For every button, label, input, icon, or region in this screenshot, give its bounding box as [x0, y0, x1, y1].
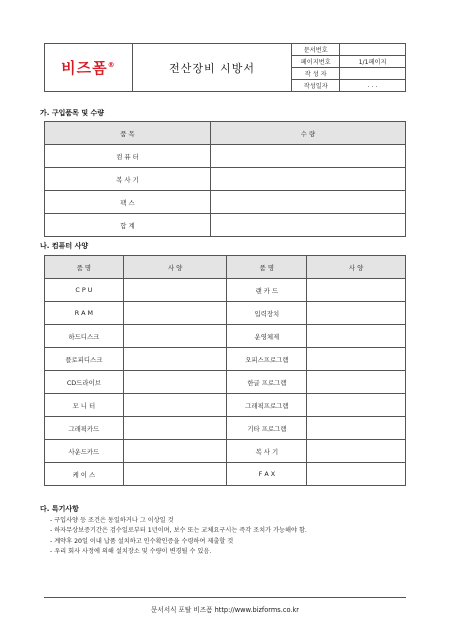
spec-item-name: F A X	[227, 463, 307, 486]
spec-value-cell[interactable]	[123, 348, 227, 371]
spec-value-cell[interactable]	[307, 440, 406, 463]
spec-value-cell[interactable]	[123, 417, 227, 440]
spec-value-cell[interactable]	[123, 394, 227, 417]
left-spec-header: 사 양	[123, 256, 227, 279]
spec-item-name: R A M	[45, 302, 124, 325]
author-label: 작 성 자	[292, 68, 340, 80]
spec-value-cell[interactable]	[307, 325, 406, 348]
spec-value-cell[interactable]	[307, 394, 406, 417]
date-value[interactable]: . . .	[340, 80, 406, 92]
table-row	[45, 417, 406, 440]
spec-value-cell[interactable]	[307, 417, 406, 440]
spec-value-cell[interactable]	[307, 463, 406, 486]
spec-item-name: 한글 프로그램	[227, 371, 307, 394]
item-name: 팩 스	[45, 191, 211, 214]
spec-item-name: 플로피디스크	[45, 348, 124, 371]
list-item: - 하자무상보증기간은 검수일로부터 1년이며, 보수 또는 교체요구시는 즉각 조치가 가능해야 함.	[50, 527, 307, 535]
list-item: - 구입사양 등 조건은 동일하거나 그 이상일 것	[50, 517, 174, 524]
spec-value-cell[interactable]	[123, 440, 227, 463]
spec-item-name: 기타 프로그램	[227, 417, 307, 440]
quantity-header: 수 량	[211, 122, 406, 145]
spec-value-cell[interactable]	[123, 302, 227, 325]
special-notes-list	[50, 516, 420, 557]
quantity-cell[interactable]	[211, 214, 406, 237]
footer-divider	[44, 597, 406, 598]
footer-text: 문서서식 포탈 비즈폼 http://www.bizforms.co.kr	[150, 606, 300, 614]
list-item: - 우리 회사 사정에 의해 설치장소 및 수량이 변경될 수 있음.	[50, 547, 212, 555]
item-name: 복 사 기	[45, 168, 211, 191]
quantity-cell[interactable]	[211, 191, 406, 214]
doc-number-label: 문서번호	[292, 44, 340, 56]
section2-title: 나. 컴퓨터 사양	[40, 242, 89, 250]
purchase-items-table	[44, 121, 406, 237]
spec-item-name: 복 사 기	[227, 440, 307, 463]
spec-value-cell[interactable]	[123, 325, 227, 348]
right-spec-header: 사 양	[307, 256, 406, 279]
item-name: 컴 퓨 터	[45, 145, 211, 168]
spec-value-cell[interactable]	[307, 279, 406, 302]
page-number-value[interactable]: 1/1페이지	[340, 56, 406, 68]
spec-value-cell[interactable]	[307, 371, 406, 394]
date-label: 작성일자	[292, 80, 340, 92]
spec-item-name: 그래픽카드	[45, 417, 124, 440]
table-row	[45, 463, 406, 486]
logo-cell	[45, 44, 133, 92]
spec-item-name: 오피스프로그램	[227, 348, 307, 371]
table-row	[45, 440, 406, 463]
table-row	[45, 394, 406, 417]
table-row	[45, 279, 406, 302]
table-row	[45, 325, 406, 348]
spec-item-name: 케 이 스	[45, 463, 124, 486]
page-number-label: 페이지번호	[292, 56, 340, 68]
table-row	[45, 214, 406, 237]
spec-item-name: 입력장치	[227, 302, 307, 325]
spec-item-name: 하드디스크	[45, 325, 124, 348]
doc-number-value[interactable]	[340, 44, 406, 56]
document-header	[44, 43, 406, 92]
table-row	[45, 302, 406, 325]
computer-spec-table	[44, 255, 406, 486]
section1-title: 가. 구입품목 및 수량	[40, 109, 105, 117]
table-row	[45, 348, 406, 371]
bizforms-logo: 비즈폼®	[61, 59, 116, 77]
spec-item-name: C P U	[45, 279, 124, 302]
item-name: 합 계	[45, 214, 211, 237]
spec-item-name: 운영체제	[227, 325, 307, 348]
spec-item-name: 그래픽프로그램	[227, 394, 307, 417]
spec-item-name: 사운드카드	[45, 440, 124, 463]
quantity-cell[interactable]	[211, 168, 406, 191]
spec-item-name: 모 니 터	[45, 394, 124, 417]
spec-item-name: 랜 카 드	[227, 279, 307, 302]
right-name-header: 품 명	[227, 256, 307, 279]
table-row	[45, 168, 406, 191]
spec-value-cell[interactable]	[123, 371, 227, 394]
table-row	[45, 145, 406, 168]
table-row	[45, 191, 406, 214]
spec-value-cell[interactable]	[123, 463, 227, 486]
item-header: 품 목	[45, 122, 211, 145]
document-title: 전산장비 시방서	[132, 44, 292, 92]
spec-item-name: CD드라이브	[45, 371, 124, 394]
quantity-cell[interactable]	[211, 145, 406, 168]
spec-value-cell[interactable]	[307, 348, 406, 371]
left-name-header: 품 명	[45, 256, 124, 279]
section3-title: 다. 특기사항	[40, 505, 79, 513]
author-value[interactable]	[340, 68, 406, 80]
spec-value-cell[interactable]	[123, 279, 227, 302]
list-item: - 계약후 20일 이내 납품 설치하고 인수확인증을 수령하여 제출할 것	[50, 537, 234, 545]
table-row	[45, 371, 406, 394]
spec-value-cell[interactable]	[307, 302, 406, 325]
